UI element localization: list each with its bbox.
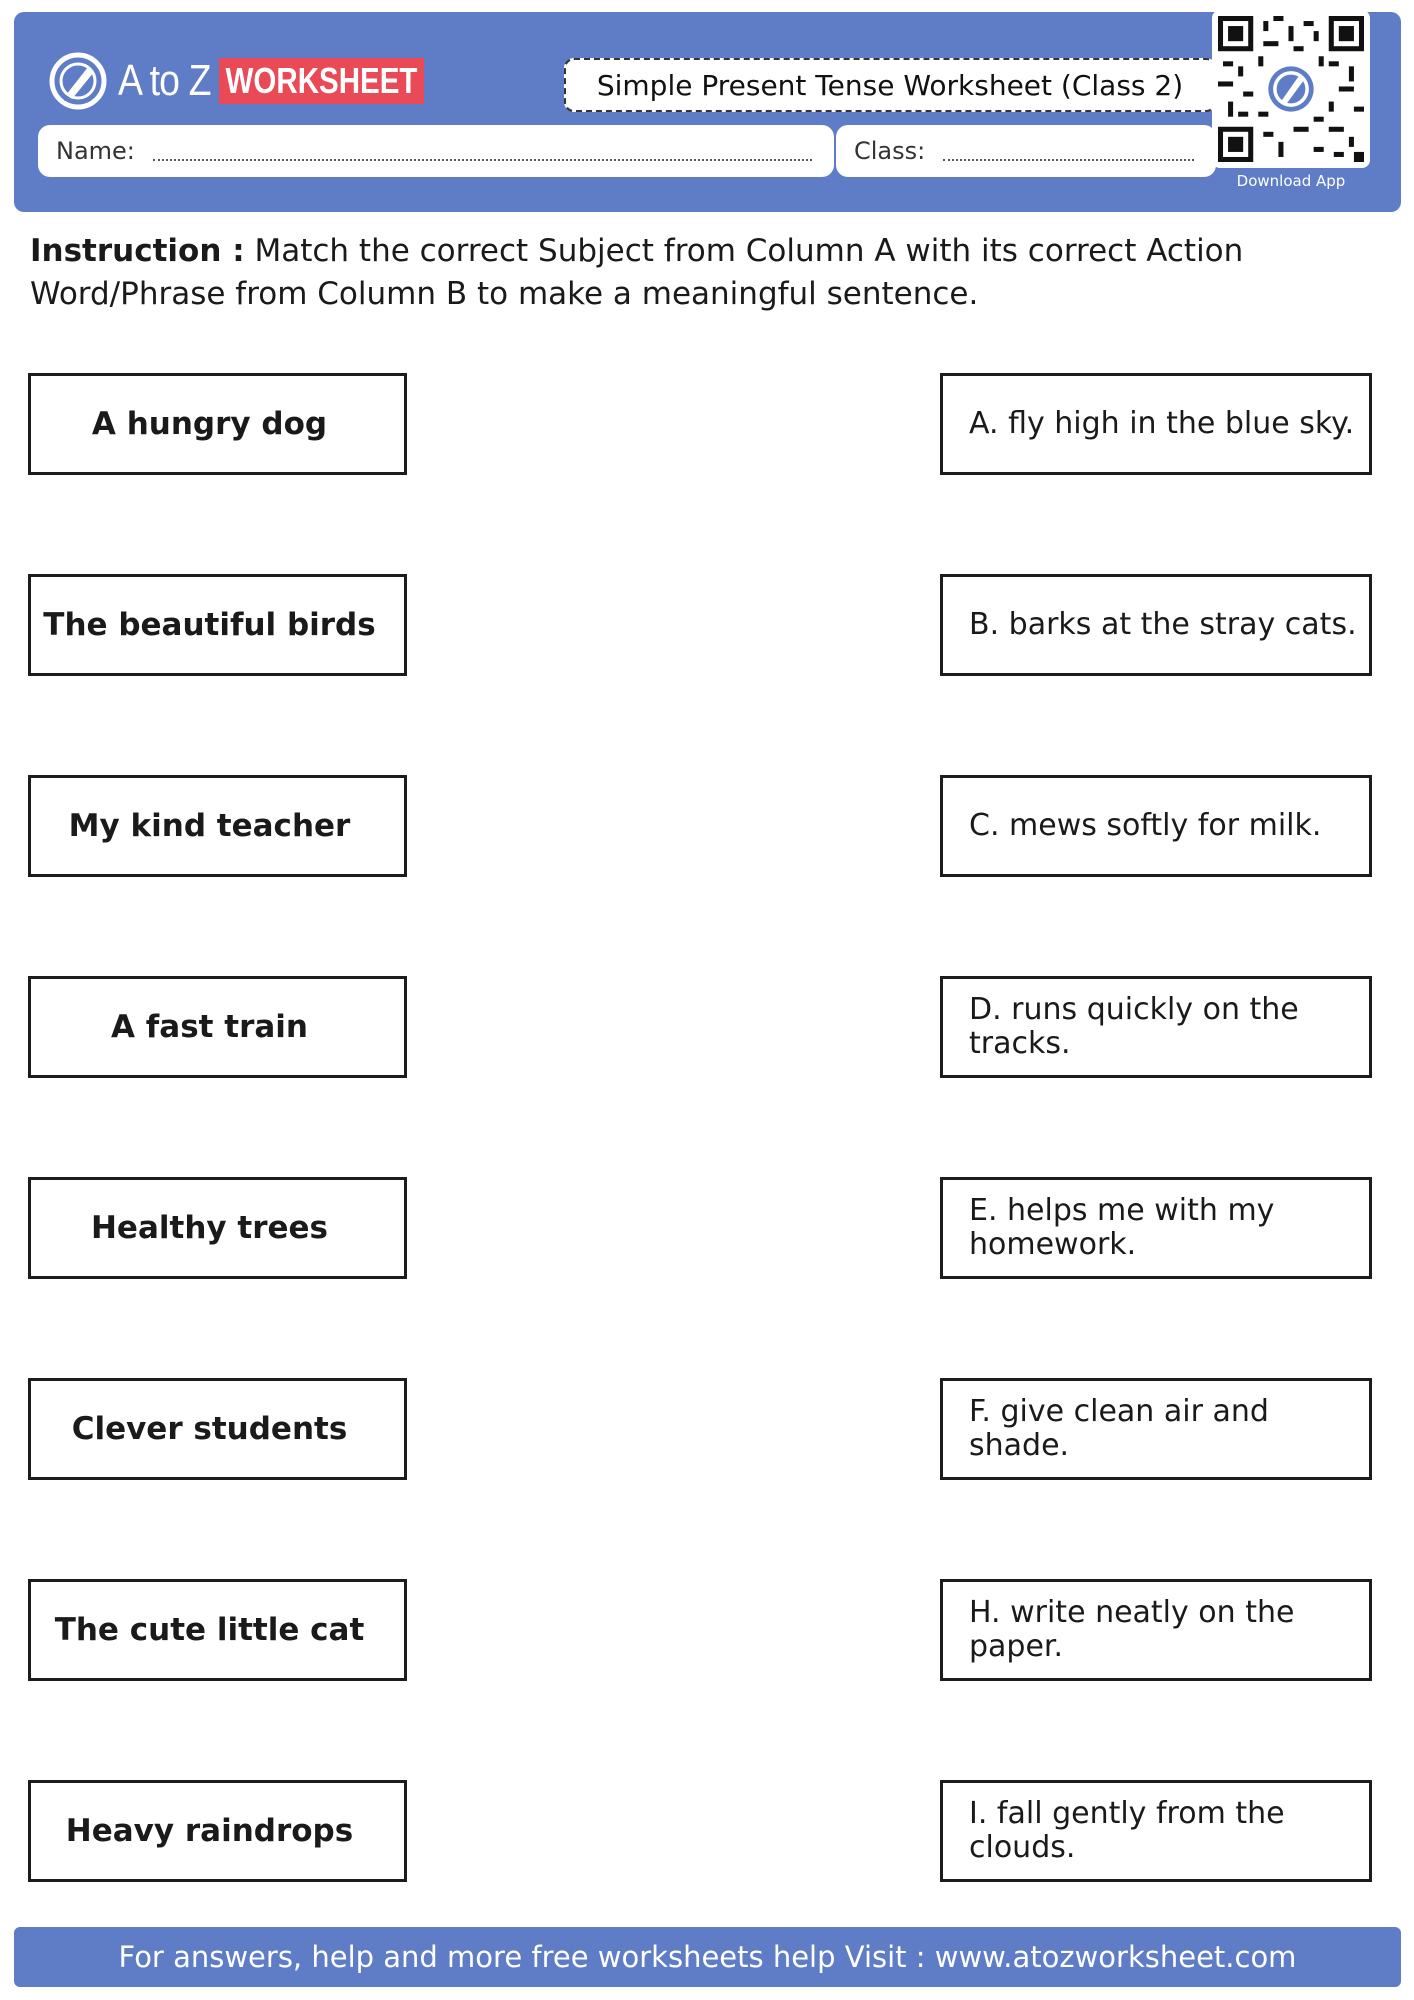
- name-label: Name:: [56, 137, 135, 165]
- class-writing-line[interactable]: [943, 141, 1194, 161]
- qr-code-icon: [1218, 16, 1364, 162]
- column-b-item: B. barks at the stray cats.: [940, 574, 1372, 676]
- instruction-label: Instruction :: [30, 233, 245, 269]
- column-b-item: E. helps me with my homework.: [940, 1177, 1372, 1279]
- column-a-item: The beautiful birds: [28, 574, 407, 676]
- worksheet-title: Simple Present Tense Worksheet (Class 2): [564, 58, 1216, 112]
- class-field[interactable]: [836, 125, 1216, 177]
- footer-banner[interactable]: [14, 1927, 1401, 1987]
- logo-text: A to Z: [118, 56, 211, 105]
- column-b-item: I. fall gently from the clouds.: [940, 1780, 1372, 1882]
- name-field[interactable]: [38, 125, 834, 177]
- name-writing-line[interactable]: [153, 141, 812, 161]
- download-app-caption[interactable]: Download App: [1236, 172, 1346, 190]
- instruction: [30, 230, 1330, 316]
- column-a-item: A fast train: [28, 976, 407, 1078]
- column-a-item: A hungry dog: [28, 373, 407, 475]
- column-a-item: The cute little cat: [28, 1579, 407, 1681]
- column-a-item: Heavy raindrops: [28, 1780, 407, 1882]
- qr-code[interactable]: [1212, 10, 1370, 168]
- column-b-item: F. give clean air and shade.: [940, 1378, 1372, 1480]
- class-label: Class:: [854, 137, 926, 165]
- column-b-item: C. mews softly for milk.: [940, 775, 1372, 877]
- site-logo[interactable]: [48, 46, 469, 116]
- logo-pencil-icon: [48, 51, 108, 111]
- footer-text[interactable]: For answers, help and more free worksheets help Visit : www.atozworksheet.com: [118, 1940, 1297, 1974]
- column-a-item: Healthy trees: [28, 1177, 407, 1279]
- column-b-item: D. runs quickly on the tracks.: [940, 976, 1372, 1078]
- logo-badge: WORKSHEET: [219, 58, 424, 104]
- header-banner: [14, 12, 1401, 212]
- column-b-item: A. fly high in the blue sky.: [940, 373, 1372, 475]
- column-a-item: Clever students: [28, 1378, 407, 1480]
- instruction-text: Match the correct Subject from Column A with its correct Action Word/Phrase from Column B to make a meaningful sentence.: [30, 233, 1244, 312]
- column-a-item: My kind teacher: [28, 775, 407, 877]
- column-b-item: H. write neatly on the paper.: [940, 1579, 1372, 1681]
